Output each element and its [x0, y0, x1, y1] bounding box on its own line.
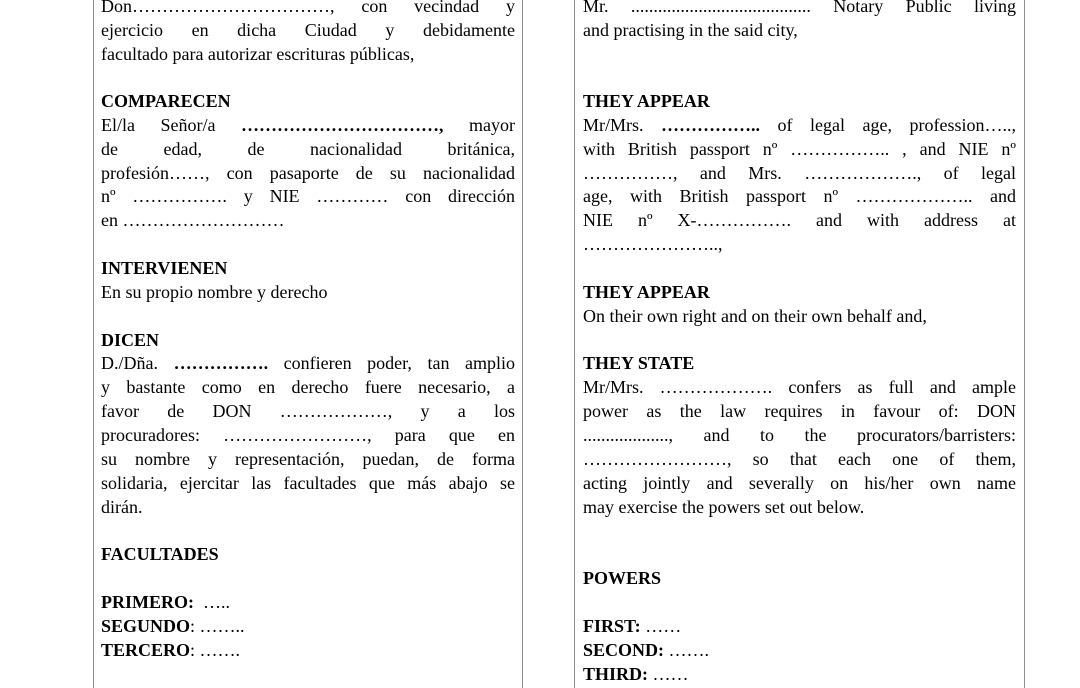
appear-line-1: Mr/Mrs. …………….. of legal age, profession….., — [583, 115, 1016, 135]
they-appear-heading: THEY APPEAR — [583, 91, 710, 111]
english-column — [574, 0, 1025, 688]
facultades-heading: FACULTADES — [101, 544, 219, 564]
state-line-3: ..................., and to the procurators/barristers: — [583, 425, 1016, 445]
intro-line-2: ejercicio en dicha Ciudad y debidamente — [101, 20, 515, 40]
comparecen-line-3: profesión……, con pasaporte de su nacionalidad — [101, 163, 515, 183]
second-line: SECOND: ……. — [583, 640, 710, 660]
intervienen-heading: INTERVIENEN — [101, 258, 228, 278]
appear-line-2: with British passport nº …………….. , and NIE nº — [583, 139, 1016, 159]
intro-line-1: Don……………………………, con vecindad y — [101, 0, 515, 16]
intervienen-line-1: En su propio nombre y derecho — [101, 282, 328, 302]
spanish-column — [93, 0, 523, 688]
appear-line-5: NIE nº X-……………. and with address at — [583, 210, 1016, 230]
dicen-line-6: solidaria, ejercitar las facultades que más abajo se — [101, 473, 515, 493]
first-line: FIRST: …… — [583, 616, 682, 636]
intro-line-1: Mr. ........................................ Notary Public living — [583, 0, 1016, 16]
primero-line: PRIMERO: ….. — [101, 592, 230, 612]
state-line-5: acting jointly and severally on his/her own name — [583, 473, 1016, 493]
dicen-line-3: favor de DON ………………, y a los — [101, 401, 515, 421]
state-line-2: power as the law requires in favour of: DON — [583, 401, 1016, 421]
comparecen-heading: COMPARECEN — [101, 91, 231, 111]
dicen-line-2: y bastante como en derecho fuere necesario, a — [101, 377, 515, 397]
dicen-line-1: D./Dña. ……………. confieren poder, tan amplio — [101, 353, 516, 373]
appear-line-6: ………………….., — [583, 234, 723, 254]
dicen-heading: DICEN — [101, 330, 160, 350]
they-state-heading: THEY STATE — [583, 353, 695, 373]
third-line: THIRD: …… — [583, 664, 689, 684]
segundo-line: SEGUNDO: …….. — [101, 616, 245, 636]
state-line-4: ……………………, so that each one of them, — [583, 449, 1016, 469]
powers-heading: POWERS — [583, 568, 662, 588]
comparecen-line-1: El/la Señor/a ……………………………, mayor — [101, 115, 515, 135]
they-appear-heading-2: THEY APPEAR — [583, 282, 710, 302]
dicen-line-7: dirán. — [101, 497, 143, 517]
tercero-line: TERCERO: ……. — [101, 640, 241, 660]
dicen-line-4: procuradores: ……………………, para que en — [101, 425, 515, 445]
dicen-line-5: su nombre y representación, puedan, de forma — [101, 449, 515, 469]
intro-line-3: facultado para autorizar escrituras públicas, — [101, 44, 415, 64]
state-line-1: Mr/Mrs. ………………. confers as full and ample — [583, 377, 1016, 397]
appear-line-3: ……………, and Mrs. ………………., of legal — [583, 163, 1016, 183]
state-line-6: may exercise the powers set out below. — [583, 497, 865, 517]
comparecen-line-5: en ……………………… — [101, 210, 285, 230]
comparecen-line-4: nº ……………. y NIE ………… con dirección — [101, 186, 515, 206]
appear2-line-1: On their own right and on their own behalf and, — [583, 306, 927, 326]
comparecen-line-2: de edad, de nacionalidad británica, — [101, 139, 515, 159]
intro-line-2: and practising in the said city, — [583, 20, 798, 40]
appear-line-4: age, with British passport nº ……………….. and — [583, 186, 1016, 206]
